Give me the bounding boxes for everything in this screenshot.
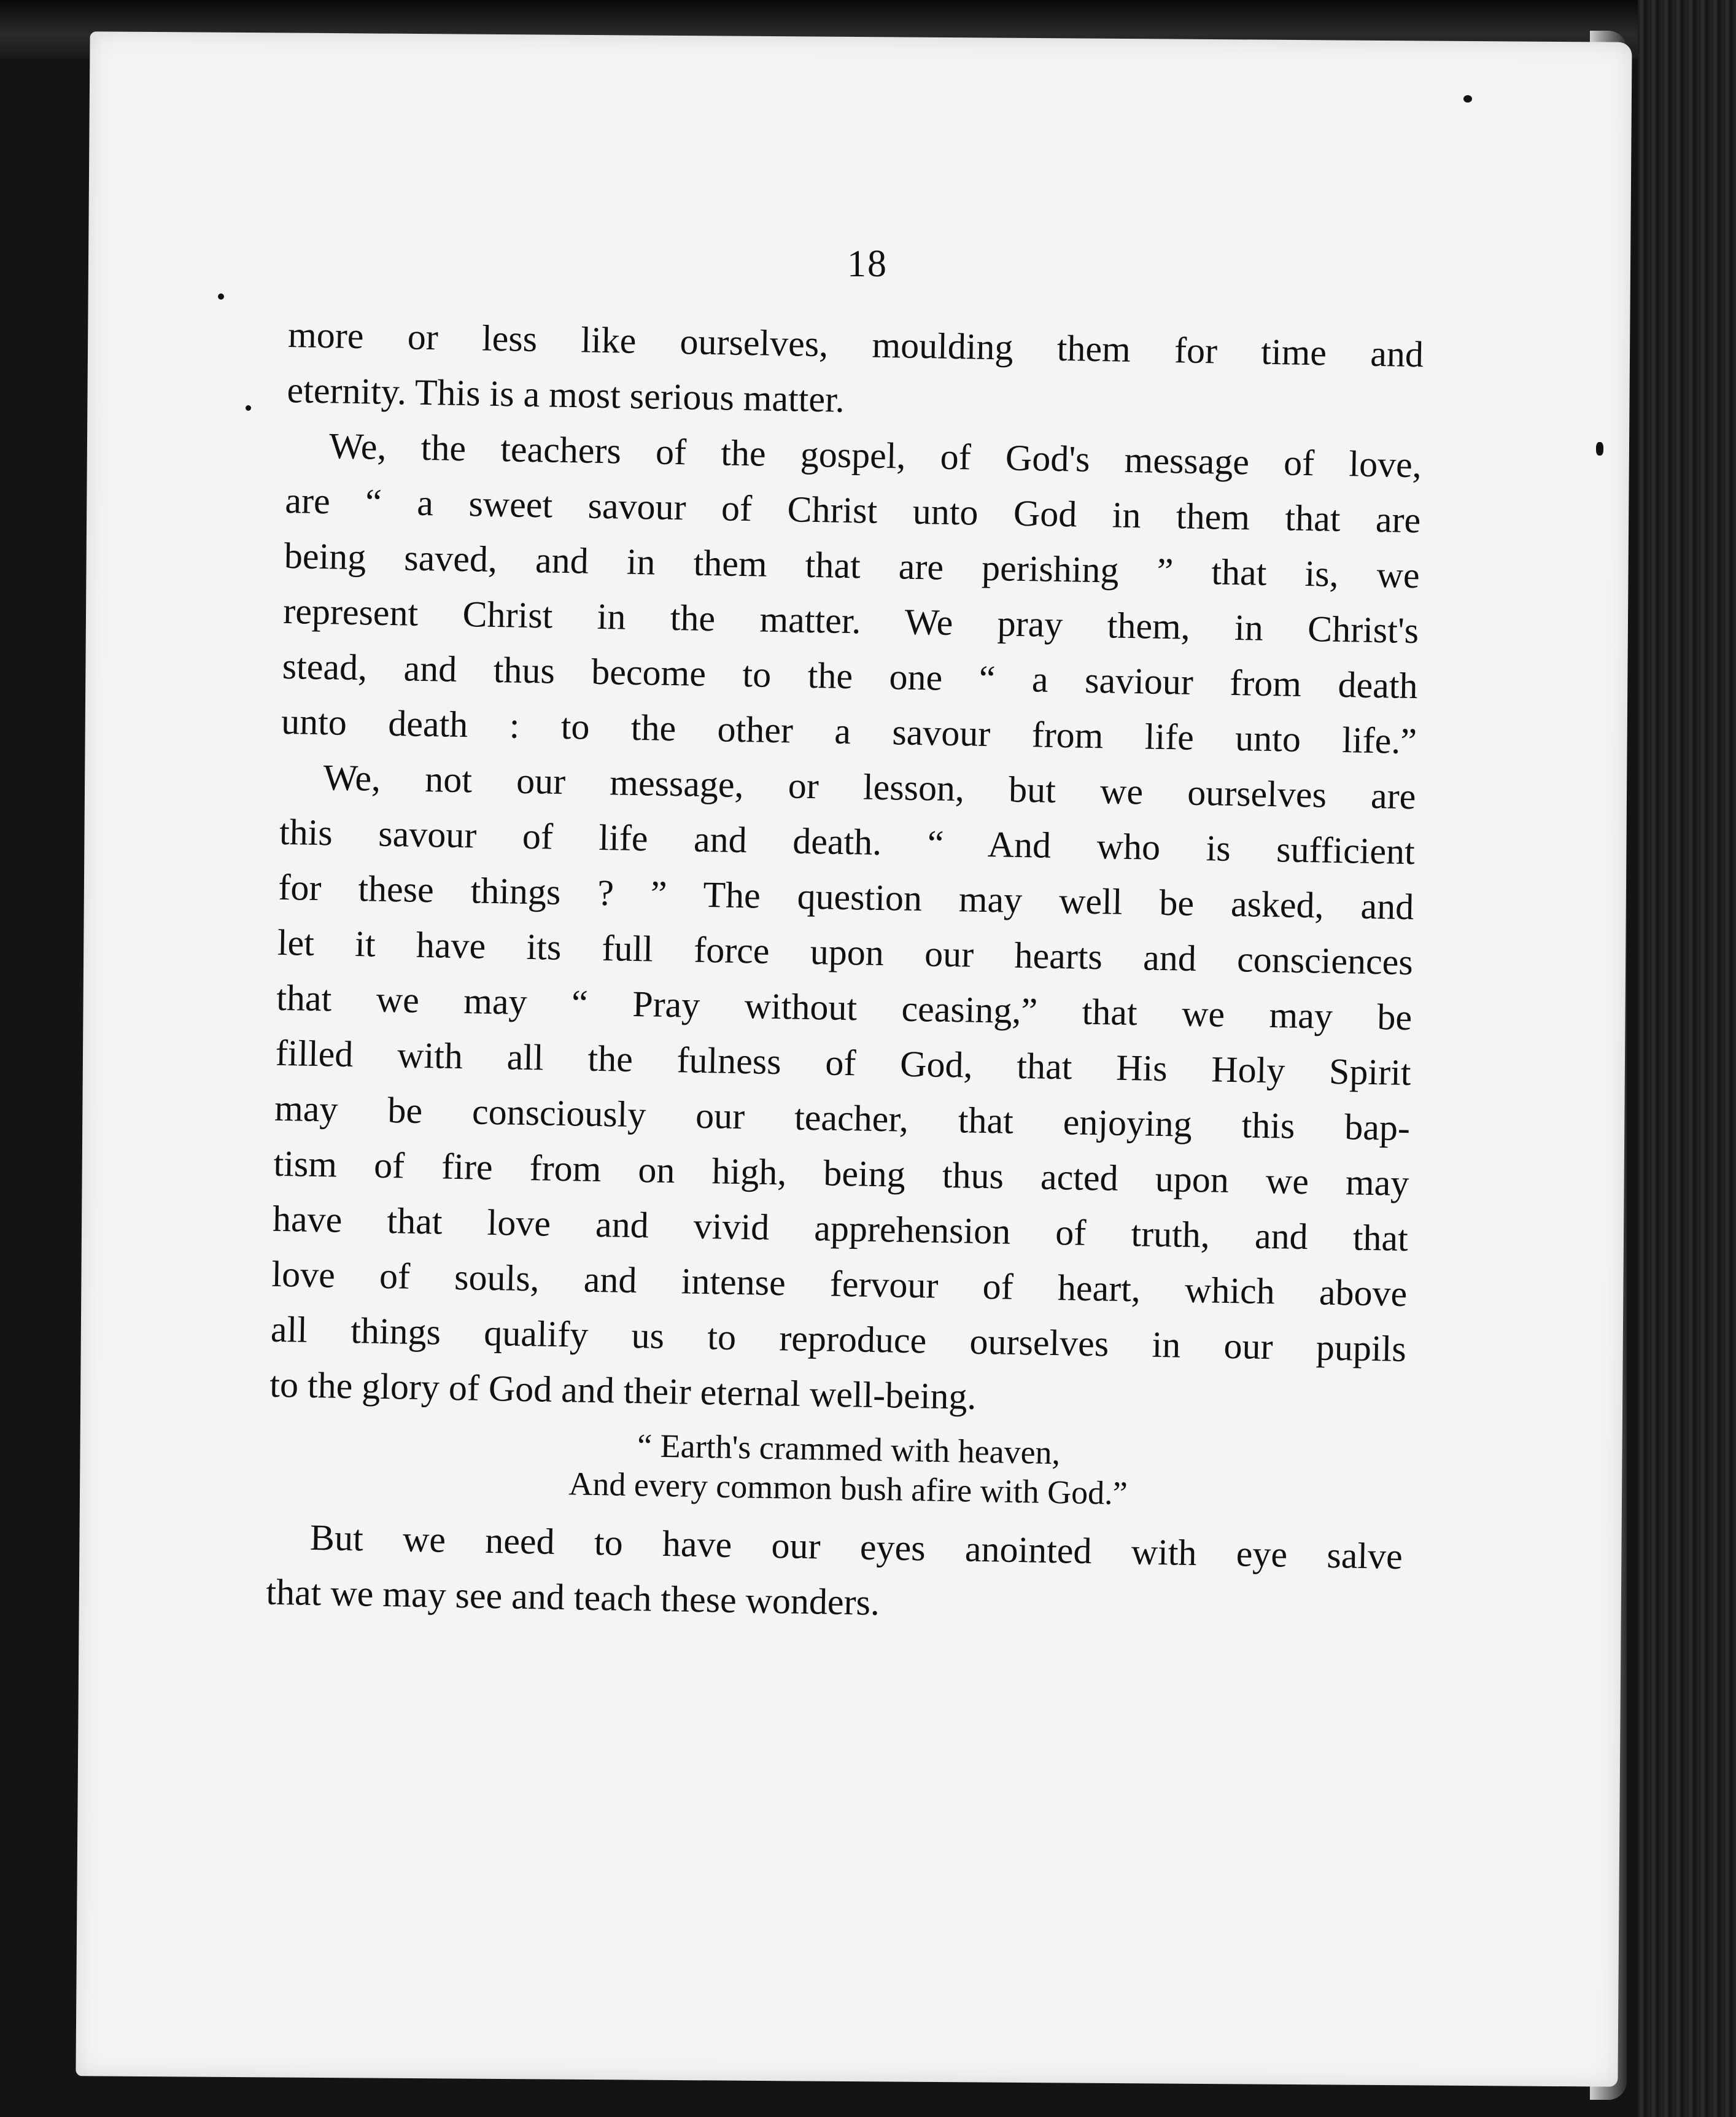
text-line: eternity. This is a most serious matter. [287,369,845,420]
text-line: We, the teachers of the gospel, of God's message of love, [328,425,1422,486]
text-line: let it have its full force upon our hearts and consciences [277,922,1414,983]
text-line: to the glory of God and their eternal well-being. [269,1364,977,1417]
text-line: being saved, and in them that are perishing ” that is, we [284,535,1420,596]
scan-speck [1463,95,1472,103]
text-line: stead, and thus become to the one “ a saviour from death [282,645,1419,707]
text-line: this savour of life and death. “ And who is sufficient [279,811,1416,872]
text-line: have that love and vivid apprehension of truth, and that [272,1198,1409,1259]
text-line: love of souls, and intense fervour of heart, which above [271,1253,1408,1315]
text-line: that we may see and teach these wonders. [265,1571,880,1623]
text-line: tism of fire from on high, being thus acted upon we may [273,1143,1409,1204]
quote-line: “ Earth's crammed with heaven, [637,1427,1061,1472]
scan-speck [246,405,251,411]
text-line: for these things ? ” The question may well be asked, and [277,866,1414,928]
text-line: more or less like ourselves, moulding them for time and [287,314,1424,375]
scan-backdrop-right [1638,0,1736,2117]
text-line: are “ a sweet savour of Christ unto God in them that are [284,480,1421,541]
verse-quote [268,1412,1405,1529]
text-line: that we may “ Pray without ceasing,” that we may be [276,977,1412,1038]
text-line: filled with all the fulness of God, that His Holy Spirit [275,1032,1412,1093]
scan-speck [1596,442,1603,456]
text-line: all things qualify us to reproduce ourselves in our pupils [270,1308,1407,1370]
text-line: We, not our message, or lesson, but we ourselves are [323,757,1416,817]
text-line: unto death : to the other a savour from life unto life.” [281,701,1417,762]
text-line: But we need to have our eyes anointed with eye salve [309,1517,1403,1577]
quote-line: And every common bush afire with God.” [568,1465,1128,1512]
text-line: represent Christ in the matter. We pray them, in Christ's [282,590,1419,651]
scan-speck [218,293,224,300]
page-number: 18 [847,243,888,285]
text-line: may be consciously our teacher, that enjoying this bap- [274,1087,1411,1149]
body-text [266,307,1424,1639]
